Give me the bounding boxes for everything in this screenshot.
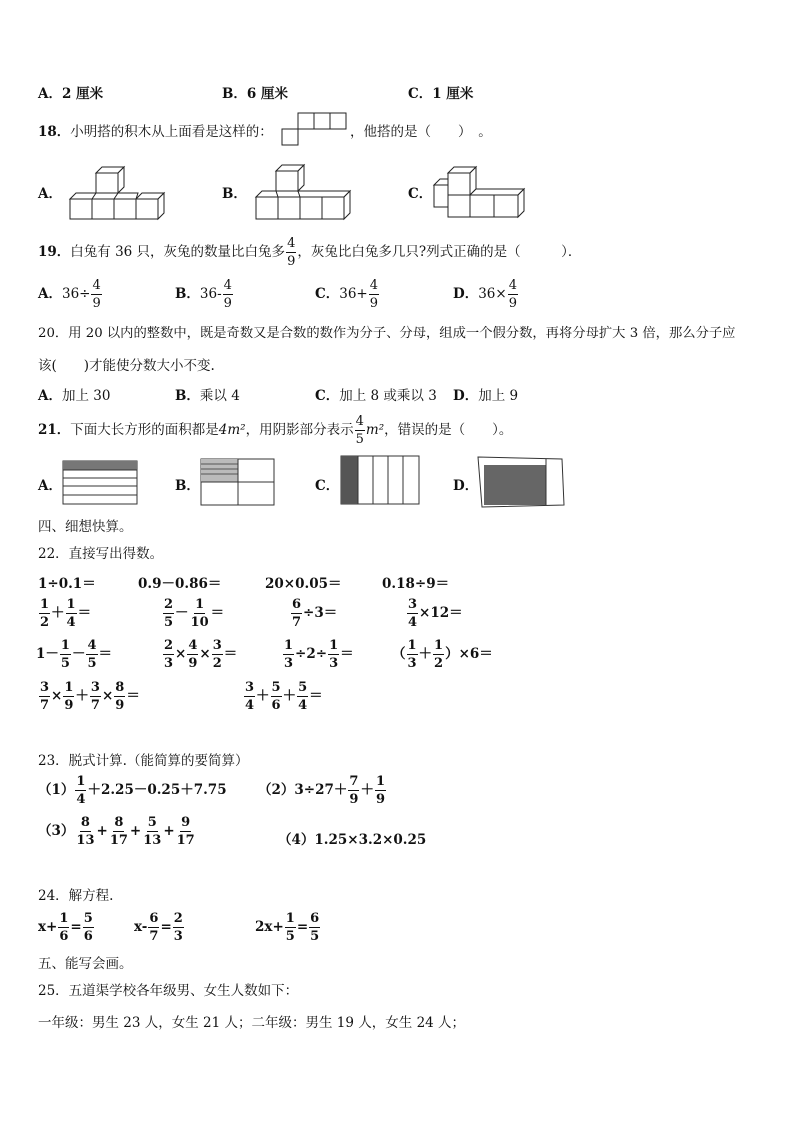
q18-option-c-blocks (432, 163, 532, 223)
q21-option-c-rectangle (340, 455, 422, 507)
section-4-heading: 四、细想快算。 (38, 519, 133, 535)
q23-part-1: （1） $\frac{1}{4}$ ＋2.25－0.25＋7.75 (38, 774, 227, 807)
q18-option-c[interactable]: C． (408, 186, 433, 202)
q20-option-d[interactable]: D．加上 9 (453, 388, 519, 404)
q19-option-d[interactable]: D．36× $\frac{4}{9}$ (453, 278, 517, 311)
q21-option-a[interactable]: A． (38, 478, 62, 494)
q23-part-4: （4）1.25×3.2×0.25 (278, 832, 427, 848)
q24-equation-2: x- $\frac{6}{7}$ = $\frac{2}{3}$ (134, 911, 183, 944)
q18-option-b[interactable]: B． (222, 186, 247, 202)
q19-fraction: $\frac{4}{9}$ (287, 236, 296, 269)
q19-option-a[interactable]: A．36÷ $\frac{4}{9}$ (38, 278, 101, 311)
q22-r3-a: 1－ $\frac{1}{5}$ － $\frac{4}{5}$ ＝ (36, 638, 112, 671)
q22-r4-b: $\frac{3}{4}$ ＋ $\frac{5}{6}$ ＋ $\frac{5}{4}$ ＝ (245, 680, 323, 713)
q19-option-c[interactable]: C．36+ $\frac{4}{9}$ (315, 278, 379, 311)
q22-r1-a: 1÷0.1＝ (38, 576, 96, 592)
q22-r2-d: $\frac{3}{4}$ ×12＝ (408, 597, 463, 630)
q21-option-a-rectangle (62, 460, 140, 506)
q18-option-b-blocks (254, 163, 354, 223)
q20-option-c[interactable]: C．加上 8 或乘以 3 (315, 388, 437, 404)
q22-r1-c: 20×0.05＝ (265, 576, 342, 592)
q25-title: 25．五道渠学校各年级男、女生人数如下： (38, 983, 299, 999)
q22-title: 22．直接写出得数。 (38, 546, 164, 562)
q24-title: 24．解方程. (38, 888, 114, 904)
q21-option-b-rectangle (200, 458, 276, 508)
q21-option-c[interactable]: C． (315, 478, 340, 494)
q18-top-view-figure (280, 112, 350, 146)
q22-r2-b: $\frac{2}{5}$ － $\frac{1}{10}$ ＝ (164, 597, 225, 630)
q24-equation-1: x+ $\frac{1}{6}$ = $\frac{5}{6}$ (38, 911, 93, 944)
q22-r2-c: $\frac{6}{7}$ ÷3＝ (292, 597, 338, 630)
q19-stem: 19．白兔有 36 只，灰兔的数量比白兔多 $\frac{4}{9}$ ，灰兔比白兔多几只?列式正确的是（ ）． (38, 236, 582, 269)
q21-option-b[interactable]: B． (175, 478, 200, 494)
q22-r3-b: $\frac{2}{3}$ × $\frac{4}{9}$ × $\frac{3}{2}$ ＝ (164, 638, 238, 671)
q18-stem-tail: ，他搭的是（ ） 。 (350, 124, 492, 140)
q18-option-a-blocks (68, 163, 168, 223)
q21-option-d[interactable]: D． (453, 478, 479, 494)
q20-stem-line2: 该( )才能使分数大小不变. (38, 358, 215, 374)
q21-stem: 21．下面大长方形的面积都是4m²，用阴影部分表示 $\frac{4}{5}$ m²，错误的是（ ）。 (38, 414, 513, 447)
q23-part-3: （3） $\frac{8}{13}$ + $\frac{8}{17}$ + $\frac{5}{13}$ + $\frac{9}{17}$ (38, 815, 195, 848)
q22-r1-b: 0.9－0.86＝ (138, 576, 222, 592)
q20-option-b[interactable]: B．乘以 4 (175, 388, 240, 404)
q23-part-2: （2）3÷27＋ $\frac{7}{9}$ ＋ $\frac{1}{9}$ (258, 774, 385, 807)
q17-option-a[interactable]: A．2 厘米 (38, 86, 104, 102)
q24-equation-3: 2x+ $\frac{1}{5}$ = $\frac{6}{5}$ (255, 911, 320, 944)
q20-option-a[interactable]: A．加上 30 (38, 388, 111, 404)
q17-option-b[interactable]: B．6 厘米 (222, 86, 289, 102)
q22-r2-a: $\frac{1}{2}$ ＋ $\frac{1}{4}$ ＝ (40, 597, 92, 630)
q18-option-a[interactable]: A． (38, 186, 62, 202)
q22-r4-a: $\frac{3}{7}$ × $\frac{1}{9}$ ＋ $\frac{3}{7}$ × $\frac{8}{9}$ ＝ (40, 680, 140, 713)
q23-title: 23．脱式计算.（能简算的要简算） (38, 753, 249, 769)
section-5-heading: 五、能写会画。 (38, 956, 133, 972)
q22-r1-d: 0.18÷9＝ (382, 576, 450, 592)
q25-grade-data: 一年级：男生 23 人，女生 21 人；二年级：男生 19 人，女生 24 人； (38, 1015, 466, 1031)
q18-stem: 18．小明搭的积木从上面看是这样的： (38, 124, 273, 140)
q22-r3-d: （ $\frac{1}{3}$ ＋ $\frac{1}{2}$ ）×6＝ (392, 638, 493, 671)
q20-stem-line1: 20．用 20 以内的整数中，既是奇数又是合数的数作为分子、分母，组成一个假分数，再将分母扩大 3 倍，那么分子应 (38, 326, 736, 341)
q17-option-c[interactable]: C．1 厘米 (408, 86, 474, 102)
q21-option-d-rectangle (476, 455, 568, 509)
q22-r3-c: $\frac{1}{3}$ ÷2÷ $\frac{1}{3}$ ＝ (284, 638, 354, 671)
q19-option-b[interactable]: B．36- $\frac{4}{9}$ (175, 278, 232, 311)
